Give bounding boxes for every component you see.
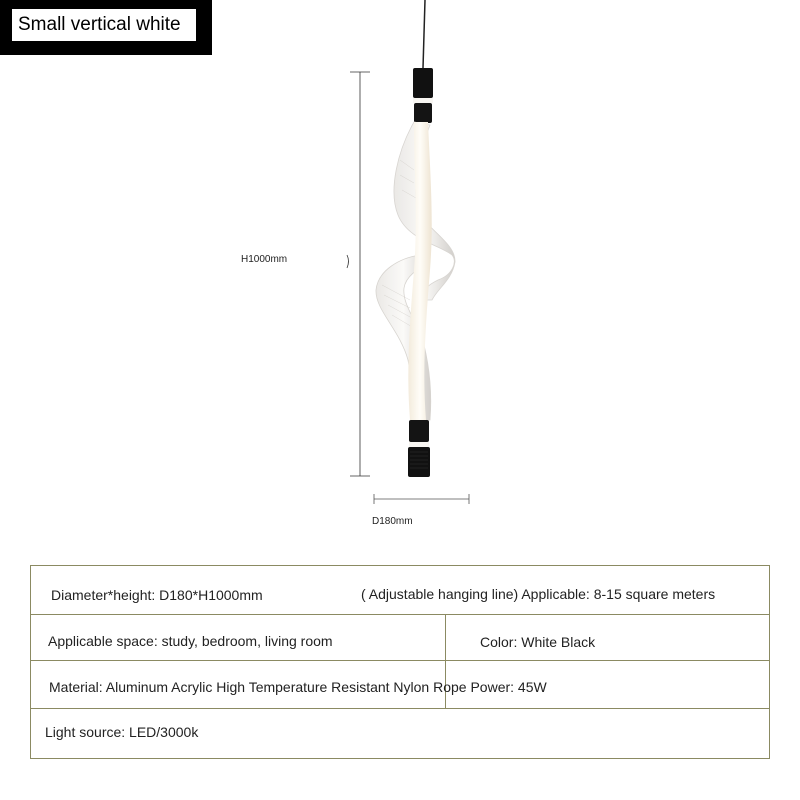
spec-row-2 (31, 615, 769, 661)
spec-row-3 (31, 661, 769, 709)
spec-material-power: Material: Aluminum Acrylic High Temperature Resistant Nylon Rope Power: 45W (49, 679, 547, 695)
spec-color: Color: White Black (480, 634, 596, 650)
hanging-cord (423, 0, 425, 68)
lamp-top-cap (413, 68, 433, 98)
spec-row-4 (31, 709, 769, 758)
spec-applicable-area: ( Adjustable hanging line) Applicable: 8-15 square meters (361, 586, 716, 602)
diameter-dimension-label: D180mm (372, 516, 413, 527)
spec-row-1 (31, 566, 769, 615)
height-dimension-line (350, 72, 370, 476)
spec-light-source: Light source: LED/3000k (45, 724, 199, 740)
height-dimension-label: H1000mm (241, 254, 288, 265)
spec-diameter-height: Diameter*height: D180*H1000mm (51, 587, 263, 603)
cell-divider (445, 615, 446, 660)
lamp-bottom-cap (409, 420, 429, 442)
diameter-dimension-line (374, 494, 469, 504)
spec-applicable-space: Applicable space: study, bedroom, living room (48, 633, 333, 649)
spec-table (30, 565, 770, 759)
product-variant-title: Small vertical white (12, 9, 196, 41)
